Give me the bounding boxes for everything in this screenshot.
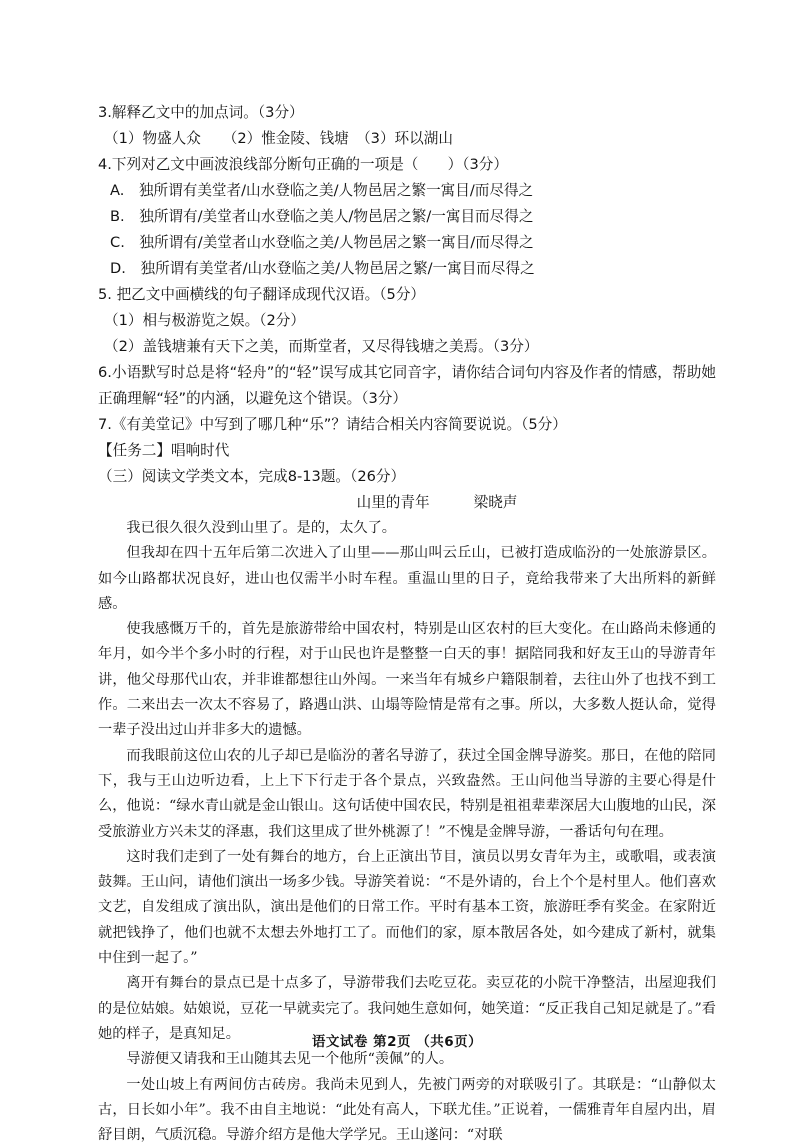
question-4-option-b: B. 独所谓有/美堂者山水登临之美人/物邑居之繁/一寓目而尽得之	[110, 208, 534, 225]
question-6: 6.小语默写时总是将“轻舟”的“轻”误写成其它同音字，请你结合词句内容及作者的情感，帮助她正确理解“轻”的内涵，以避免这个错误。（3分）	[98, 364, 716, 407]
story-paragraph-2: 但我却在四十五年后第二次进入了山里——那山叫云丘山，已被打造成临汾的一处旅游景区。如今山路都状况良好，进山也仅需半小时车程。重温山里的日子，竟给我带来了大出所料的新鲜感。	[98, 545, 716, 612]
story-paragraph-5: 这时我们走到了一处有舞台的地方，台上正演出节目，演员以男女青年为主，或歌唱，或表演鼓舞。王山问，请他们演出一场多少钱。导游笑着说：“不是外请的，台上个个是村里人。他们喜欢文艺，自发组成了演出队，演出是他们的日常工作。平时有基本工资，旅游旺季有奖金。在家附近就把钱挣了，他们也就不太想去外地打工了。而他们的家，原本散居各处，如今建成了新村，就集中住到一起了。”	[98, 848, 716, 967]
question-4-stem: 4.下列对乙文中画波浪线部分断句正确的一项是（ ）（3分）	[98, 156, 508, 173]
story-title: 山里的青年	[356, 494, 430, 511]
question-3-stem: 3.解释乙文中的加点词。（3分）	[98, 104, 304, 121]
question-7: 7.《有美堂记》中写到了哪几种“乐”？请结合相关内容简要说说。（5分）	[98, 416, 567, 433]
story-paragraph-8: 一处山坡上有两间仿古砖房。我尚未见到人，先被门两旁的对联吸引了。其联是：“山静似太古，日长如小年”。我不由自主地说：“此处有高人，下联尤佳。”正说着，一儒雅青年自屋内出，眉舒目朗，气质沉稳。导游介绍方是他大学学兄。王山遂问：“对联	[98, 1076, 716, 1144]
story-heading	[98, 490, 716, 516]
question-5-item-2: （2）盖钱塘兼有天下之美，而斯堂者，又尽得钱塘之美焉。（3分）	[104, 338, 539, 355]
story-paragraph-7: 导游便又请我和王山随其去见一个他所“羡佩”的人。	[126, 1051, 454, 1068]
task-2-heading: 【任务二】唱响时代	[98, 442, 230, 459]
page-footer: 语文试卷 第2页 （共6页）	[311, 1034, 483, 1050]
story-paragraph-6: 离开有舞台的景点已是十点多了，导游带我们去吃豆花。卖豆花的小院干净整洁，出屋迎我们的是位姑娘。姑娘说，豆花一早就卖完了。我问她生意如何，她笑道：“反正我自己知足就是了。”看她的样子，是真知足。	[98, 975, 716, 1042]
question-5-item-1: （1）相与极游览之娱。（2分）	[104, 312, 305, 329]
question-4-option-d: D. 独所谓有美堂者/山水登临之美/人物邑居之繁/一寓目而尽得之	[110, 260, 535, 277]
question-3-items: （1）物盛人众 （2）惟金陵、钱塘 （3）环以湖山	[104, 130, 453, 147]
story-paragraph-3: 使我感慨万千的，首先是旅游带给中国农村，特别是山区农村的巨大变化。在山路尚未修通的年月，如今半个多小时的行程，对于山民也许是整整一白天的事！据陪同我和好友王山的导游青年讲，他父母那代山农，并非谁都想往山外闯。一来当年有城乡户籍限制着，去往山外了也找不到工作。二来出去一次太不容易了，路遇山洪、山塌等险情是常有之事。所以，大多数人挺认命，觉得一辈子没出过山并非多大的遗憾。	[98, 621, 716, 739]
question-4-option-a: A. 独所谓有美堂者/山水登临之美/人物邑居之繁一寓目/而尽得之	[110, 182, 534, 199]
question-4-option-c: C. 独所谓有/美堂者山水登临之美/人物邑居之繁一寓目/而尽得之	[110, 234, 534, 251]
question-5-stem: 5. 把乙文中画横线的句子翻译成现代汉语。（5分）	[98, 286, 426, 303]
story-paragraph-1: 我已很久很久没到山里了。是的，太久了。	[126, 520, 396, 536]
story-paragraph-4: 而我眼前这位山农的儿子却已是临汾的著名导游了，获过全国金牌导游奖。那日，在他的陪同下，我与王山边听边看，上上下下行走于各个景点，兴致盎然。王山问他当导游的主要心得是什么，他说：“绿水青山就是金山银山。这句话使中国农民，特别是祖祖辈辈深居大山腹地的山民，深受旅游业方兴未艾的泽惠，我们这里成了世外桃源了！”不愧是金牌导游，一番话句句在理。	[98, 747, 716, 840]
story-author: 梁晓声	[473, 494, 518, 511]
section-3-heading: （三）阅读文学类文本，完成8-13题。（26分）	[98, 468, 406, 485]
